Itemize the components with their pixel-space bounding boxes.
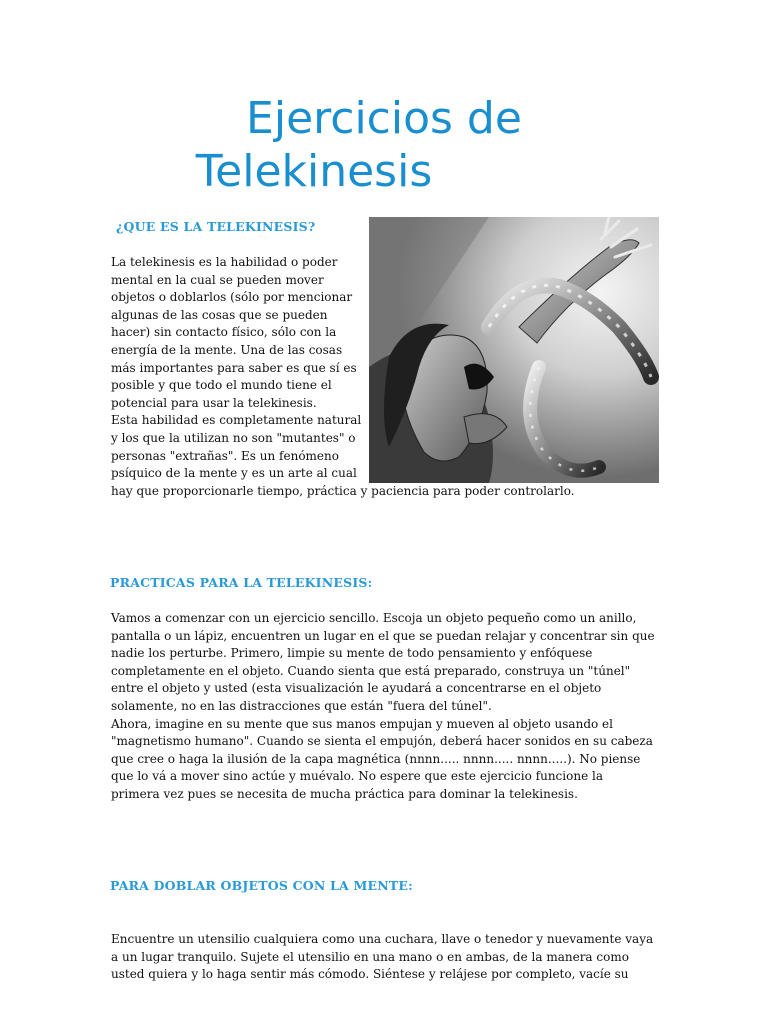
section-2-paragraph: [111, 610, 655, 804]
text-line: posible y que todo el mundo tiene el: [111, 378, 332, 393]
text-line: entre el objeto y usted (esta visualización le ayudará a concentrarse en el objeto: [111, 681, 602, 696]
section-heading-practices: PRACTICAS PARA LA TELEKINESIS:: [110, 575, 373, 590]
text-line: La telekinesis es la habilidad o poder: [111, 255, 338, 269]
text-line: algunas de las cosas que se pueden: [111, 307, 328, 322]
text-line: Encuentre un utensilio cualquiera como una cuchara, llave o tenedor y nuevamente vaya: [111, 932, 654, 946]
illustration-drawing: [369, 217, 659, 483]
title-line-1: Ejercicios de: [246, 93, 522, 144]
text-line: a un lugar tranquilo. Sujete el utensilio en una mano o en ambas, de la manera como: [111, 949, 629, 964]
text-line: psíquico de la mente y es un arte al cual: [111, 466, 357, 481]
text-line: solamente, no en las distracciones que están "fuera del túnel".: [111, 698, 492, 713]
text-line: potencial para usar la telekinesis.: [111, 395, 317, 410]
text-line: nadie los perturbe. Primero, limpie su mente de todo pensamiento y enfóquese: [111, 646, 593, 661]
text-line: Ahora, imagine en su mente que sus manos empujan y mueven al objeto usando el: [111, 716, 613, 731]
text-line: Esta habilidad es completamente natural: [111, 413, 362, 428]
text-line: primera vez pues se necesita de mucha práctica para dominar la telekinesis.: [111, 786, 578, 801]
text-line: pantalla o un lápiz, encuentren un lugar en el que se puedan relajar y concentrar sin que: [111, 628, 655, 643]
text-line: objetos o doblarlos (sólo por mencionar: [111, 290, 353, 305]
title-line-2: Telekinesis: [195, 146, 433, 197]
text-line: "magnetismo humano". Cuando se sienta el empujón, deberá hacer sonidos en su cabeza: [111, 734, 653, 749]
text-line: que cree o haga la ilusión de la capa magnética (nnnn..... nnnn..... nnnn.....). No piense: [111, 751, 641, 766]
section-3-paragraph: [111, 931, 653, 984]
text-line: completamente en el objeto. Cuando sienta que está preparado, construya un "túnel": [111, 663, 631, 678]
text-line: más importantes para saber es que sí es: [111, 360, 357, 375]
document-title: [0, 92, 768, 198]
text-line: hay que proporcionarle tiempo, práctica y paciencia para poder controlarlo.: [111, 483, 575, 498]
telekinesis-illustration: [369, 217, 659, 483]
text-line: energía de la mente. Una de las cosas: [111, 342, 343, 357]
section-heading-what-is: ¿QUE ES LA TELEKINESIS?: [116, 219, 316, 234]
text-line: mental en la cual se pueden mover: [111, 272, 324, 287]
section-heading-bend-objects: PARA DOBLAR OBJETOS CON LA MENTE:: [110, 878, 413, 893]
text-line: personas "extrañas". Es un fenómeno: [111, 448, 339, 463]
text-line: Vamos a comenzar con un ejercicio sencillo. Escoja un objeto pequeño como un anillo,: [111, 611, 637, 625]
text-line: y los que la utilizan no son "mutantes" o: [111, 430, 356, 445]
text-line: hacer) sin contacto físico, sólo con la: [111, 325, 337, 340]
text-line: usted quiera y lo haga sentir más cómodo. Siéntese y relájese por completo, vacíe su: [111, 967, 629, 982]
text-line: que lo vá a mover sino actúe y muévalo. No espere que este ejercicio funcione la: [111, 769, 603, 784]
